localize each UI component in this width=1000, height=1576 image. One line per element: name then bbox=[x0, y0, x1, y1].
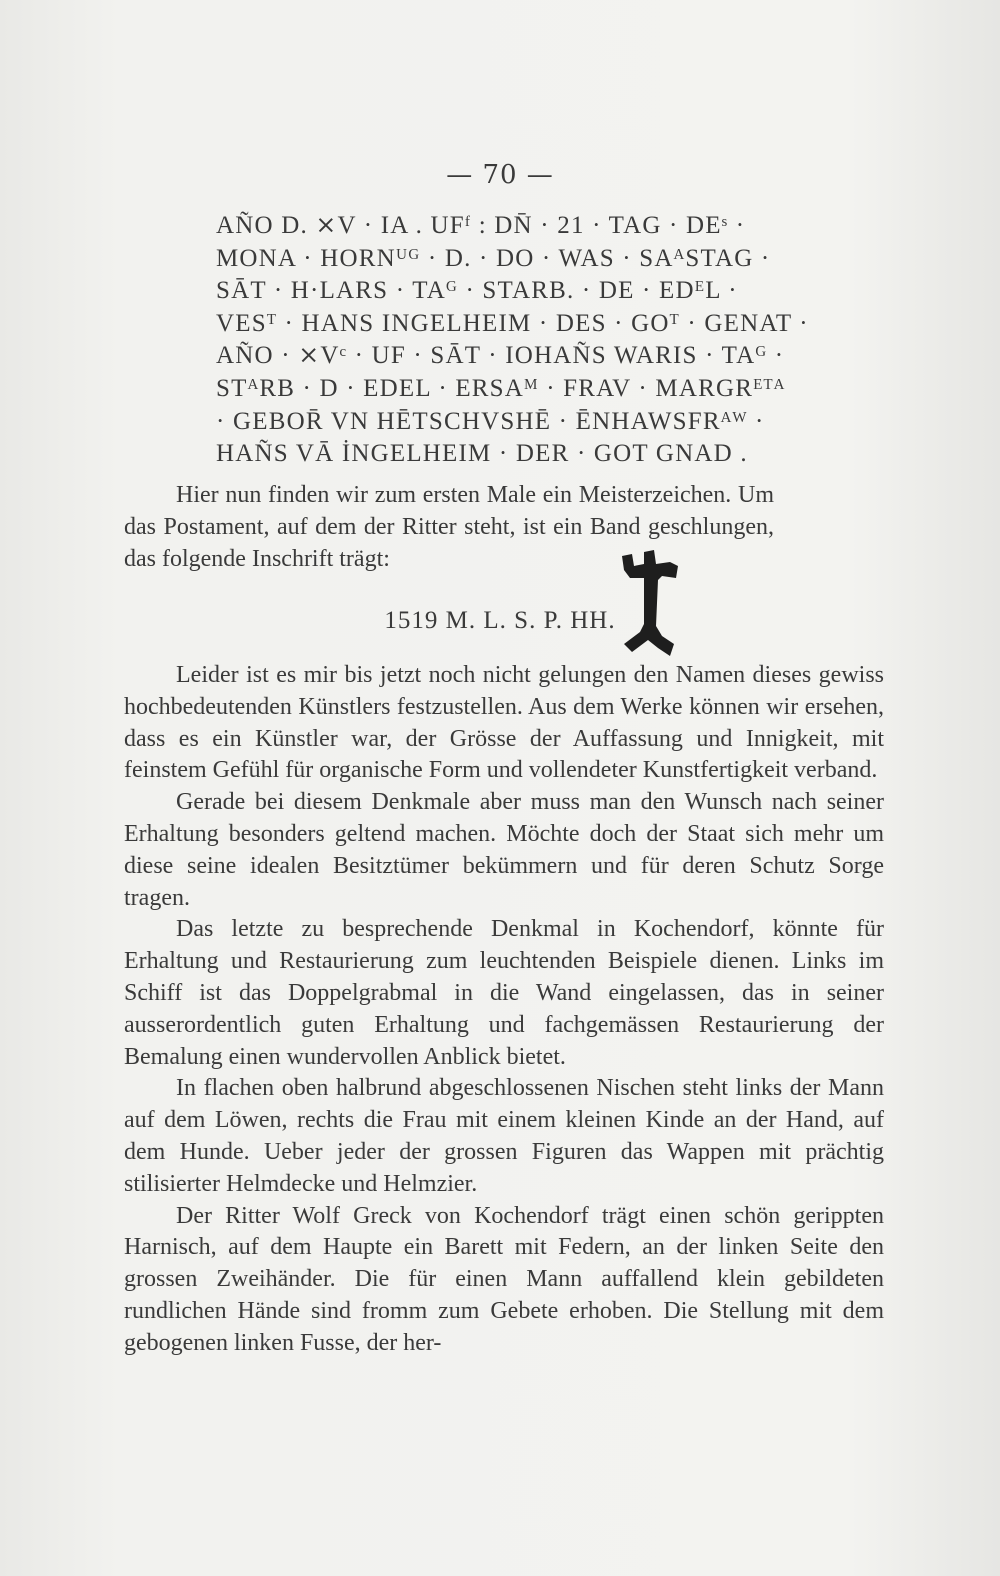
paragraph-block-intro bbox=[124, 480, 884, 575]
inscription-line: HAÑS VĀ İNGELHEIM · DER · GOT GNAD . bbox=[216, 440, 748, 468]
inscription-line: AÑO · ⨯Vᶜ · UF · SĀT · IOHAÑS WARIS · TAᴳ · bbox=[216, 342, 785, 370]
paragraph: In flachen oben halbrund abgeschlossenen Nischen steht links der Mann auf dem Löwen, rechts die Frau mit einem kleinen Kinde an der Hand, auf dem Hunde. Ueber jeder der grossen Figuren das Wappen mit prächtig stilisierter Helmdecke und Helmzier. bbox=[124, 1075, 884, 1197]
page-number: — 70 — bbox=[446, 160, 554, 190]
inscription-line: MONA · HORNᵁᴳ · D. · DO · WAS · SAᴬSTAG · bbox=[216, 244, 771, 272]
paragraph: Gerade bei diesem Denkmale aber muss man den Wunsch nach seiner Erhaltung besonders geltend machen. Möchte doch der Staat sich mehr um diese seine idealen Besitztümer bekümmern und für deren Schutz Sorge tragen. bbox=[124, 789, 884, 911]
paragraph: Der Ritter Wolf Greck von Kochendorf trägt einen schön gerippten Harnisch, auf dem Haupte ein Barett mit Federn, an der linken Seite den grossen Zweihänder. Die für einen Mann auffallend klein gebildeten rundlichen Hände sind fromm zum Gebete erhoben. Die Stellung mit dem gebogenen linken Fusse, der her- bbox=[124, 1202, 884, 1356]
paragraph: Leider ist es mir bis jetzt noch nicht gelungen den Namen dieses gewiss hochbedeutenden Künstlers festzustellen. Aus dem Werke können wir ersehen, dass es ein Künstler war, der Grösse der Auffassung und Innigkeit, mit feinstem Gefühl für organische Form und vollendeter Kunstfertigkeit verband. bbox=[124, 662, 884, 784]
inscription-line: STᴬRB · D · EDEL · ERSAᴹ · FRAV · MARGRᴱᵀᴬ bbox=[216, 374, 786, 402]
inscription-line: · GEBOR̄ VN HĒTSCHVSHĒ · ĒNHAWSFRᴬᵂ · bbox=[216, 407, 765, 435]
tomb-inscription bbox=[216, 210, 886, 471]
meisterzeichen-mark bbox=[618, 548, 682, 658]
paragraph-block-main bbox=[124, 660, 884, 1360]
paragraph: Das letzte zu besprechende Denkmal in Kochendorf, könnte für Erhaltung und Restaurierung zum leuchtenden Beispiele dienen. Links im Schiff ist das Doppelgrabmal in die Wand eingelassen, das in seiner ausserordentlich guten Erhaltung und fachgemässen Restaurierung der Bemalung einen wundervollen Anblick bietet. bbox=[124, 916, 884, 1070]
inscription-line: AÑO D. ⨯V · IA . UFᶠ : DN̄ · 21 · TAG · DEˢ · bbox=[216, 212, 746, 239]
inscription-line: SĀT · H·LARS · TAᴳ · STARB. · DE · EDᴱL · bbox=[216, 277, 738, 305]
inscription-line: VESᵀ · HANS INGELHEIM · DES · GOᵀ · GENAT · bbox=[216, 309, 809, 337]
paragraph: Hier nun finden wir zum ersten Male ein Meisterzeichen. Um das Postament, auf dem der Ritter steht, ist ein Band geschlungen, das folgende Inschrift trägt: bbox=[124, 482, 774, 572]
mark-inscription: 1519 M. L. S. P. HH. bbox=[384, 607, 616, 634]
